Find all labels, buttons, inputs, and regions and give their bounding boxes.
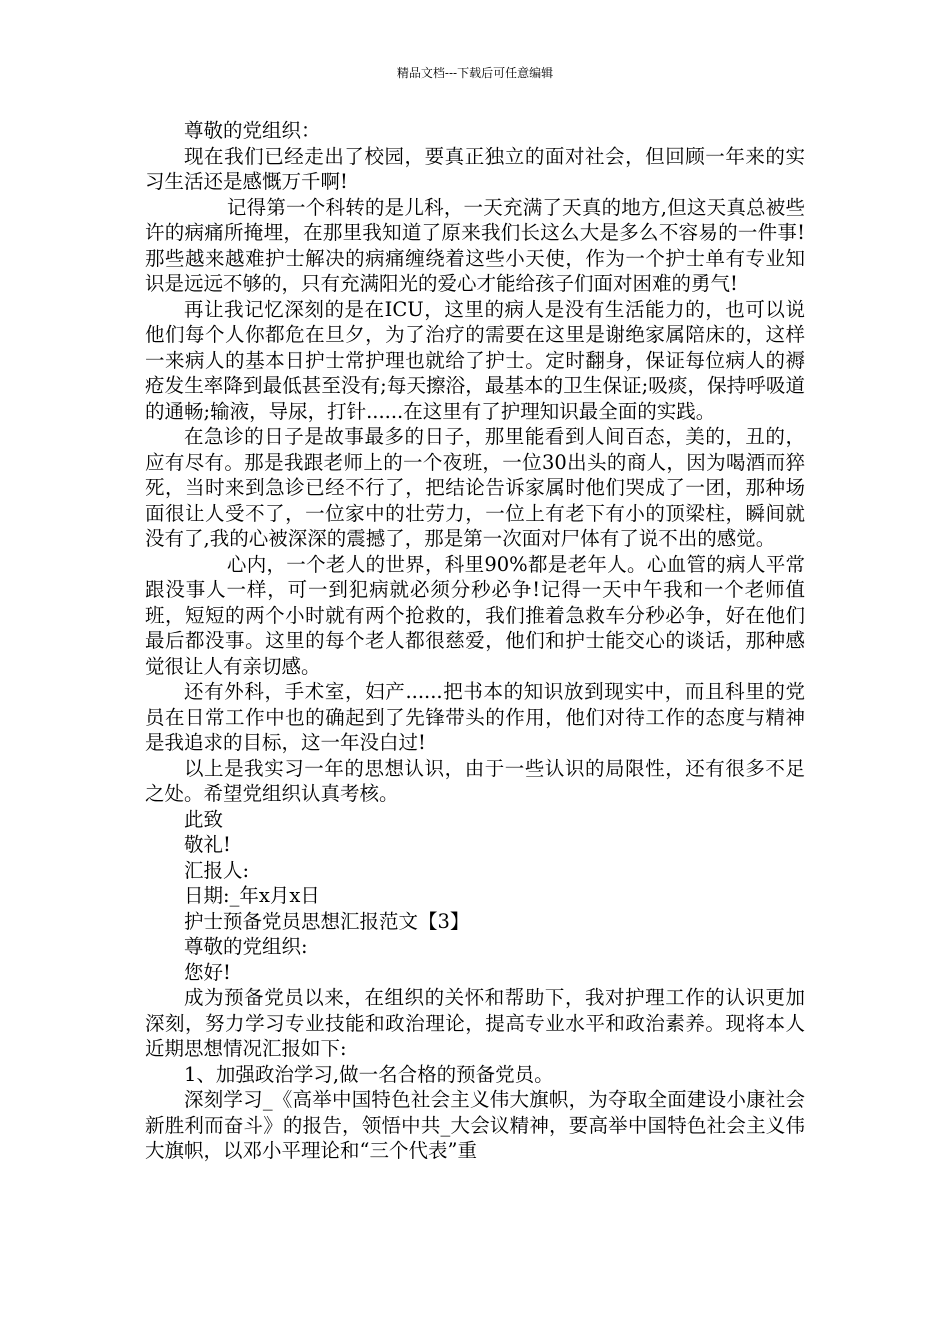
paragraph-4: 在急诊的日子是故事最多的日子，那里能看到人间百态，美的，丑的，应有尽有。那是我跟老师上的一个夜班，一位30出头的商人，因为喝酒而猝死，当时来到急诊已经不行了，把结论告诉家属时他们哭成了一团，那种场面很让人受不了，一位家中的壮劳力，一位上有老下有小的顶梁柱，瞬间就没有了,我的心被深深的震撼了，那是第一次面对尸体有了说不出的感觉。 xyxy=(145,425,805,550)
paragraph-5: 心内，一个老人的世界，科里90%都是老年人。心血管的病人平常跟没事人一样，可一到犯病就必须分秒必争!记得一天中午我和一个老师值班，短短的两个小时就有两个抢救的，我们推着急救车分秒必争，好在他们最后都没事。这里的每个老人都很慈爱，他们和护士能交心的谈话，那种感觉很让人有亲切感。 xyxy=(145,552,805,678)
paragraph-9: 深刻学习_《高举中国特色社会主义伟大旗帜，为夺取全面建设小康社会新胜利而奋斗》的报告，领悟中共_大会议精神，要高举中国特色社会主义伟大旗帜，以邓小平理论和“三个代表”重 xyxy=(145,1088,805,1162)
list-item-1: 1、加强政治学习,做一名合格的预备党员。 xyxy=(184,1062,554,1086)
closing-line: 敬礼! xyxy=(184,833,231,856)
closing-line: 此致 xyxy=(184,807,224,831)
salutation: 尊敬的党组织: xyxy=(184,935,308,958)
paragraph-6: 还有外科，手术室，妇产......把书本的知识放到现实中，而且科里的党员在日常工作中也的确起到了先锋带头的作用，他们对待工作的态度与精神是我追求的目标，这一年没白过! xyxy=(145,680,805,754)
reporter-line: 汇报人: xyxy=(184,858,250,882)
salutation: 尊敬的党组织： xyxy=(184,119,321,142)
date-line: 日期:_年x月x日 xyxy=(184,884,320,907)
paragraph-3: 再让我记忆深刻的是在ICU，这里的病人是没有生活能力的，也可以说他们每个人你都危在旦夕，为了治疗的需要在这里是谢绝家属陪床的，这样一来病人的基本日护士常护理也就给了护士。定时翻身，保证每位病人的褥疮发生率降到最低甚至没有;每天擦浴，最基本的卫生保证;吸痰，保持呼吸道的通畅;输液，导尿，打针......在这里有了护理知识最全面的实践。 xyxy=(145,297,805,423)
paragraph-2: 记得第一个科转的是儿科，一天充满了天真的地方,但这天真总被些许的病痛所掩埋，在那里我知道了原来我们长这么大是多么不容易的一件事!那些越来越难护士解决的病痛缠绕着这些小天使，作为一个护士单有专业知识是远远不够的，只有充满阳光的爱心才能给孩子们面对困难的勇气! xyxy=(145,195,805,295)
paragraph-1: 现在我们已经走出了校园，要真正独立的面对社会，但回顾一年来的实习生活还是感慨万千啊! xyxy=(145,144,805,193)
page-header: 精品文档---下载后可任意编辑 xyxy=(396,66,554,80)
greeting: 您好! xyxy=(184,960,231,984)
paragraph-7: 以上是我实习一年的思想认识，由于一些认识的局限性，还有很多不足之处。希望党组织认真考核。 xyxy=(145,756,805,805)
document-body xyxy=(145,118,805,1164)
section-title: 护士预备党员思想汇报范文【3】 xyxy=(184,909,470,933)
paragraph-8: 成为预备党员以来，在组织的关怀和帮助下，我对护理工作的认识更加深刻，努力学习专业技能和政治理论，提高专业水平和政治素养。现将本人近期思想情况汇报如下: xyxy=(145,986,805,1060)
